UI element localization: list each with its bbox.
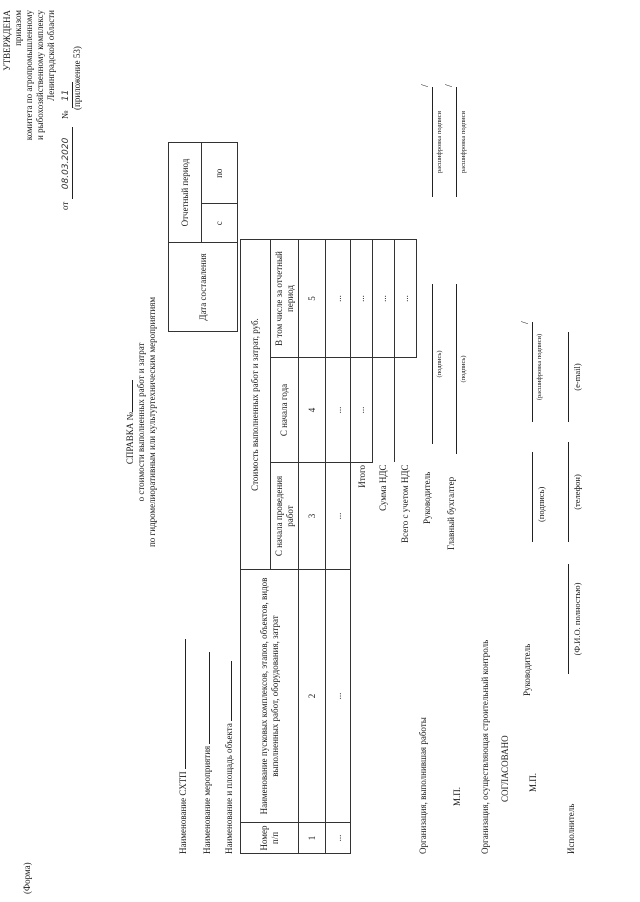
approval-line3: и рыбохозяйственному комплексу bbox=[35, 10, 45, 140]
mp-performer: М.П. bbox=[452, 786, 462, 806]
total-vat-year-empty bbox=[395, 358, 417, 463]
approval-appendix: (приложение 53) bbox=[72, 46, 82, 110]
total-vat-label: Всего с учетом НДС bbox=[400, 464, 411, 543]
executor-fio-caption: (Ф.И.О. полностью) bbox=[572, 582, 582, 656]
header-table bbox=[168, 142, 238, 332]
field-sxtp bbox=[178, 639, 188, 854]
total-year: ... bbox=[351, 358, 373, 463]
agreed-label: СОГЛАСОВАНО bbox=[500, 735, 510, 802]
title-line1 bbox=[125, 242, 136, 602]
approval-line4: Ленинградской области bbox=[46, 10, 56, 101]
control-decipher-line bbox=[532, 322, 533, 422]
approval-line2: комитета по агропромышленному bbox=[24, 10, 34, 141]
col-name-header: Наименование пусковых комплексов, этапов, объектов, видов выполненных работ, оборудования, затрат bbox=[241, 570, 299, 823]
field-event-blank bbox=[209, 652, 210, 744]
col-since-start-header: С начала проведения работ bbox=[271, 463, 299, 570]
date-compiled-header: Дата составления bbox=[169, 243, 238, 332]
date-prefix: от bbox=[60, 201, 70, 210]
control-decipher-caption: (расшифровка подписи) bbox=[536, 333, 543, 401]
period-to: по bbox=[202, 143, 238, 204]
cell-ellipsis-3: ... bbox=[326, 463, 351, 570]
col-number-header: Номер п/п bbox=[241, 823, 299, 854]
control-signature-line bbox=[532, 452, 533, 542]
cell-num-2: 2 bbox=[299, 570, 326, 823]
head-signature-line bbox=[432, 284, 433, 444]
table-row-total bbox=[351, 240, 373, 854]
head-label: Руководитель bbox=[422, 471, 432, 524]
field-object-blank bbox=[231, 661, 232, 721]
title-number-blank bbox=[132, 380, 133, 412]
executor-fio-line bbox=[568, 564, 569, 674]
org-control-label: Организация, осуществляющая строительный контроль bbox=[480, 639, 490, 854]
executor-phone-caption: (телефон) bbox=[572, 474, 582, 510]
field-sxtp-blank bbox=[185, 639, 186, 769]
accountant-signature-caption: (подпись) bbox=[460, 355, 467, 383]
number-prefix: № bbox=[60, 110, 70, 120]
vat-year-empty bbox=[373, 358, 395, 463]
vat-label: Сумма НДС bbox=[378, 464, 389, 511]
table-row-numbers bbox=[299, 240, 326, 854]
form-label: (Форма) bbox=[22, 862, 32, 894]
head-decipher-caption: расшифровка подписи bbox=[436, 110, 443, 174]
cell-ellipsis-2: ... bbox=[326, 570, 351, 823]
control-decipher-slash: / bbox=[520, 321, 531, 324]
cell-num-1: 1 bbox=[299, 823, 326, 854]
title-number: СПРАВКА № bbox=[125, 411, 135, 465]
executor-email-line bbox=[568, 332, 569, 422]
cell-ellipsis-5: ... bbox=[326, 240, 351, 358]
accountant-decipher-slash: / bbox=[444, 84, 455, 87]
cell-num-5: 5 bbox=[299, 240, 326, 358]
field-sxtp-label: Наименование СХТП bbox=[178, 771, 188, 854]
org-performer-label: Организация, выполнившая работы bbox=[418, 717, 428, 854]
cell-ellipsis-4: ... bbox=[326, 358, 351, 463]
accountant-signature-line bbox=[456, 284, 457, 454]
title-line3: по гидромелиоративным или культуртехническим мероприятиям bbox=[147, 296, 157, 548]
approval-block bbox=[2, 10, 57, 200]
field-object-label: Наименование и площадь объекта bbox=[224, 723, 234, 854]
total-period: ... bbox=[351, 240, 373, 358]
period-from: с bbox=[202, 204, 238, 243]
control-head-label: Руководитель bbox=[522, 643, 532, 696]
head-decipher-slash: / bbox=[420, 84, 431, 87]
executor-phone-line bbox=[568, 442, 569, 542]
table-row-ellipsis bbox=[326, 240, 351, 854]
col-since-year-header: С начала года bbox=[271, 358, 299, 463]
head-decipher-line bbox=[432, 87, 433, 197]
approval-date: 08.03.2020 bbox=[61, 127, 73, 199]
report-period-header: Отчетный период bbox=[169, 143, 202, 243]
total-label: Итого bbox=[351, 463, 373, 854]
field-event-label: Наименование мероприятия bbox=[202, 745, 212, 854]
cell-num-3: 3 bbox=[299, 463, 326, 570]
executor-email-caption: (e-mail) bbox=[572, 363, 582, 391]
accountant-decipher-line bbox=[456, 87, 457, 197]
table-row-vat bbox=[373, 240, 395, 854]
cell-ellipsis-1: ... bbox=[326, 823, 351, 854]
main-table bbox=[240, 239, 417, 854]
total-vat-period: ... bbox=[395, 240, 417, 358]
executor-label: Исполнитель bbox=[566, 803, 576, 854]
col-cost-group-header: Стоимость выполненных работ и затрат, руб. bbox=[241, 240, 271, 570]
cell-num-4: 4 bbox=[299, 358, 326, 463]
field-object bbox=[224, 661, 234, 854]
accountant-decipher-caption: расшифровка подписи bbox=[460, 110, 467, 174]
table-row-total-vat bbox=[395, 240, 417, 854]
vat-period: ... bbox=[373, 240, 395, 358]
control-signature-caption: (подпись) bbox=[536, 486, 546, 522]
col-period-header: В том числе за отчетный период bbox=[271, 240, 299, 358]
head-signature-caption: (подпись) bbox=[436, 350, 443, 378]
field-event bbox=[202, 652, 212, 854]
approval-line1: приказом bbox=[13, 10, 23, 46]
approval-number: 11 bbox=[61, 82, 73, 108]
mp-control: М.П. bbox=[528, 772, 538, 792]
chief-accountant-label: Главный бухгалтер bbox=[446, 476, 456, 550]
approval-title: УТВЕРЖДЕНА bbox=[2, 10, 12, 71]
title-block bbox=[125, 242, 158, 602]
title-line2: о стоимости выполненных работ и затрат bbox=[136, 342, 146, 502]
